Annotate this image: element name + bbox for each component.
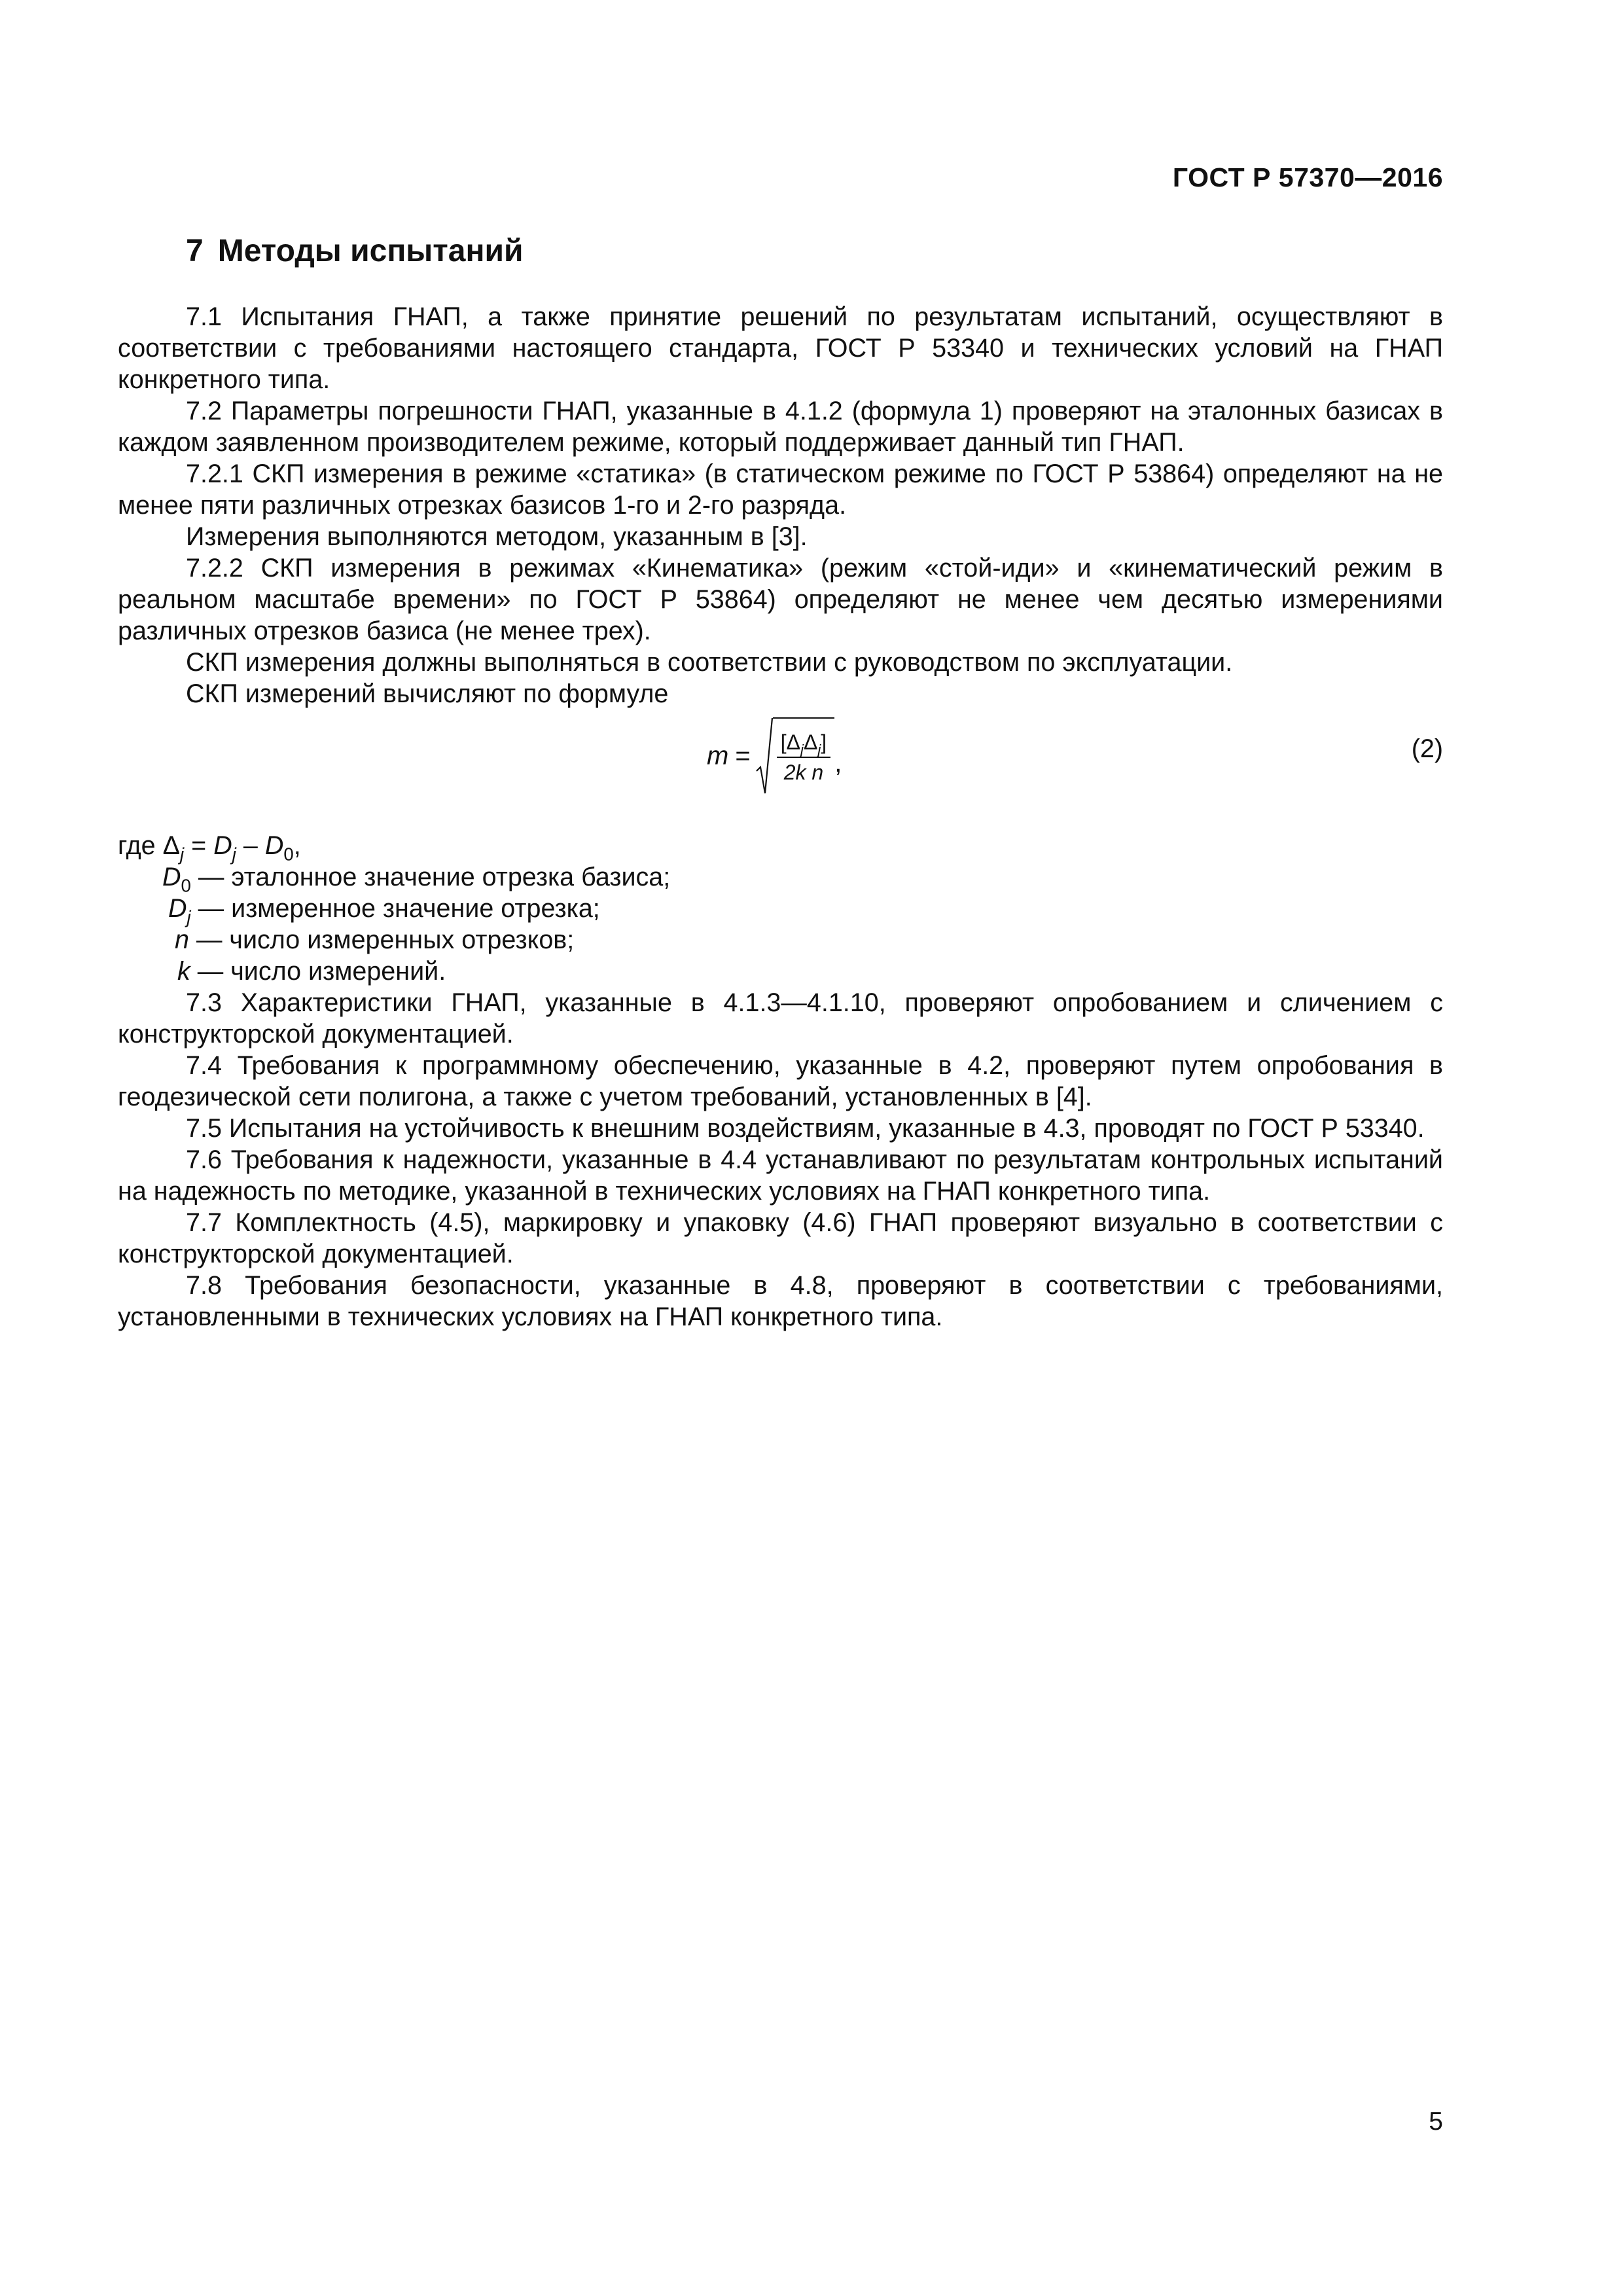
definition-item: k — число измерений. [177,957,446,986]
paragraph-7-5: 7.5 Испытания на устойчивость к внешним воздействиям, указанные в 4.3, проводят по ГОСТ Р 53340. [186,1114,1425,1143]
paragraph-7-2-1: 7.2.1 СКП измерения в режиме «статика» (в статическом режиме по ГОСТ Р 53864) определяют на не менее пяти различных отрезках базисов 1-го и 2-го разряда. [118,459,1443,520]
section-number: 7 [186,234,204,268]
document-body [118,301,1443,1333]
paragraph-7-4: 7.4 Требования к программному обеспечению, указанные в 4.2, проверяют путем опробования в геодезической сети полигона, а также с учетом требований, установленных в [4]. [118,1051,1443,1111]
formula-lhs: m [707,742,729,770]
fraction-numerator: $[\Delta_j\Delta_j]$ [777,729,831,758]
paragraph-methods: Измерения выполняются методом, указанным в [3]. [186,522,808,551]
paragraph-7-3: 7.3 Характеристики ГНАП, указанные в 4.1.3—4.1.10, проверяют опробованием и сличением с конструкторской документацией. [118,988,1443,1049]
definitions-list [118,861,1443,987]
fraction [777,729,831,785]
formula [707,713,842,798]
formula-block [118,713,1443,812]
formula-number: (2) [1411,734,1443,763]
radical-sign-icon [756,717,773,795]
paragraph-7-2-2: 7.2.2 СКП измерения в режимах «Кинематика» (режим «стой-иди» и «кинематический режим в реальном масштабе времени» по ГОСТ Р 53864) определяют не менее чем десятью измерениями различных отрезков базиса (не менее трех). [118,554,1443,645]
paragraph-7-8: 7.8 Требования безопасности, указанные в 4.8, проверяют в соответствии с требованиями, установленными в технических условиях на ГНАП конкретного типа. [118,1271,1443,1331]
fraction-denominator: 2k n [783,761,824,784]
paragraph-formula-intro: СКП измерений вычисляют по формуле [186,679,669,708]
definition-item: $D_j$ — измеренное значение отрезка; [168,894,600,927]
paragraph-7-6: 7.6 Требования к надежности, указанные в 4.4 устанавливают по результатам контрольных испытаний на надежность по методике, указанной в технических условиях на ГНАП конкретного типа. [118,1145,1443,1206]
paragraph-7-1: 7.1 Испытания ГНАП, а также принятие решений по результатам испытаний, осуществляют в соответствии с требованиями настоящего стандарта, ГОСТ Р 53340 и технических условий на ГНАП конкретного типа. [118,302,1443,394]
where-line: где $\Delta_j = D_j - D_0$, [118,831,301,865]
radicand [773,717,835,795]
section-heading [186,233,524,269]
document-code: ГОСТ Р 57370—2016 [1172,162,1443,192]
formula-comma: , [834,749,842,778]
square-root [756,717,835,795]
definition-item: n — число измеренных отрезков; [175,925,575,954]
page-number: 5 [1429,2108,1443,2136]
formula-equals: = [735,742,751,770]
definition-item: $D_0$ — эталонное значение отрезка базиса; [162,863,671,896]
paragraph-7-2: 7.2 Параметры погрешности ГНАП, указанные в 4.1.2 (формула 1) проверяют на эталонных базисах в каждом заявленном производителем режиме, который поддерживает данный тип ГНАП. [118,397,1443,457]
paragraph-7-7: 7.7 Комплектность (4.5), маркировку и упаковку (4.6) ГНАП проверяют визуально в соответствии с конструкторской документацией. [118,1208,1443,1268]
paragraph-manual: СКП измерения должны выполняться в соответствии с руководством по эксплуатации. [186,648,1233,677]
section-title-text: Методы испытаний [217,234,524,268]
